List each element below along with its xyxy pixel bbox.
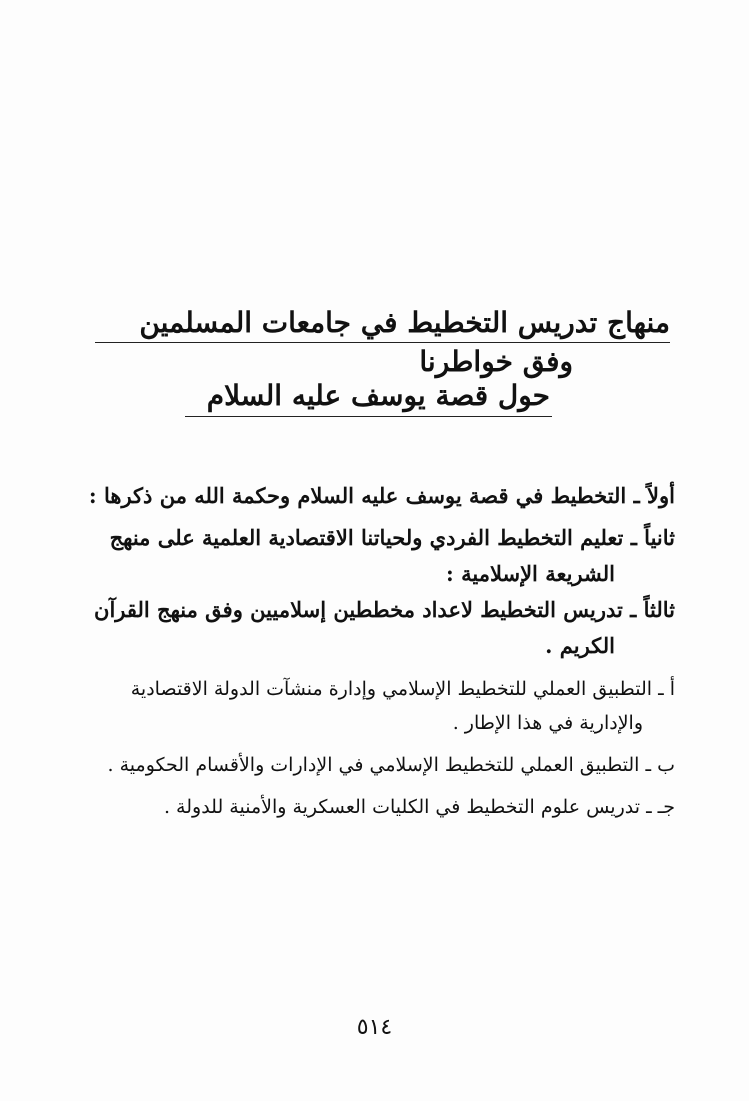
title-underline-1: [95, 342, 670, 343]
chapter-title: [95, 306, 670, 417]
title-line-1: منهاج تدريس التخطيط في جامعات المسلمين: [139, 306, 670, 339]
outline-body: [75, 478, 675, 824]
point-first: أولاً ـ التخطيط في قصة يوسف عليه السلام وحكمة الله من ذكرها :: [88, 483, 675, 508]
title-line-3: حول قصة يوسف عليه السلام: [206, 379, 550, 412]
point-third: ثالثاً ـ تدريس التخطيط لاعداد مخططين إسلاميين وفق منهج القرآن: [94, 597, 675, 622]
subpoint-a: أ ـ التطبيق العملي للتخطيط الإسلامي وإدارة منشآت الدولة الاقتصادية: [130, 678, 675, 700]
title-underline-3: [185, 416, 552, 417]
title-line-2: وفق خواطرنا: [419, 345, 573, 378]
page-number: ٥١٤: [356, 1015, 393, 1040]
point-third-continuation: الكريم .: [545, 633, 615, 658]
subpoint-a-continuation: والإدارية في هذا الإطار .: [452, 712, 643, 734]
point-second: ثانياً ـ تعليم التخطيط الفردي ولحياتنا الاقتصادية العلمية على منهج: [109, 525, 675, 550]
subpoint-c: جـ ـ تدريس علوم التخطيط في الكليات العسكرية والأمنية للدولة .: [163, 796, 675, 818]
point-second-continuation: الشريعة الإسلامية :: [446, 561, 615, 586]
subpoint-b: ب ـ التطبيق العملي للتخطيط الإسلامي في الإدارات والأقسام الحكومية .: [107, 754, 675, 776]
